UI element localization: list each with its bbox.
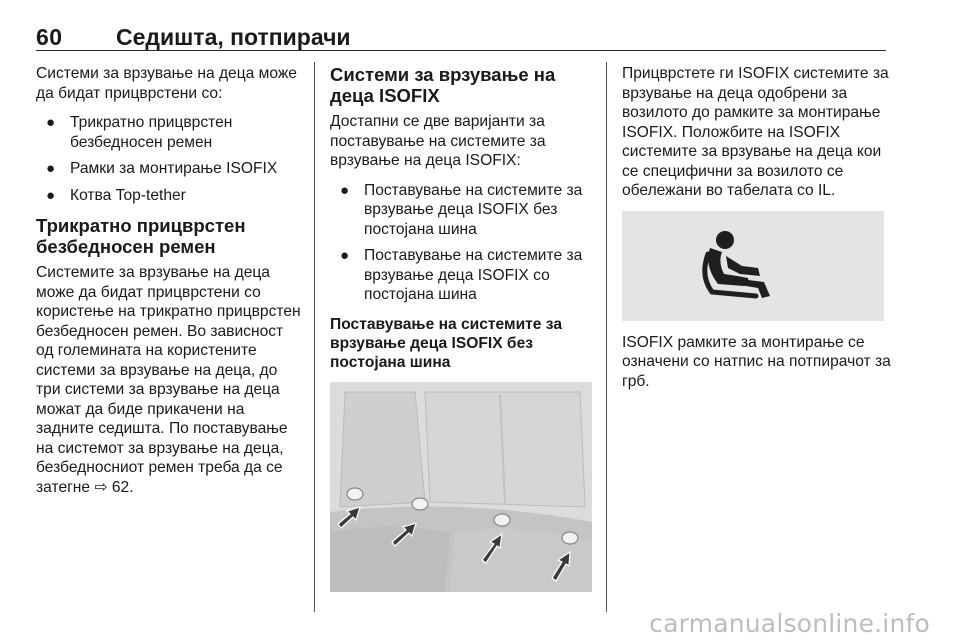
chapter-title: Седишта, потпирачи (116, 24, 351, 50)
body-text: Системите за врзување на деца може да бидат прицврстени со користење на трикратно прицврстен безбедносен ремен. Во зависност од големината на користените системи за врзување на деца, до три системи за врзување на деца можат да биде прикачени на задните седишта. По поставување на системот за врзување на деца, безбедносниот ремен треба да се затегне ⇨ 62. (36, 264, 301, 496)
page-reference-icon: ⇨ (94, 478, 108, 496)
column-divider (606, 62, 607, 612)
section-heading: Системи за врзување на деца ISOFIX (330, 64, 556, 106)
column-3 (622, 64, 892, 401)
intro-text: Достапни се две варијанти за поставување на системите за врзување на деца ISOFIX: (330, 113, 546, 169)
child-seat-icon (698, 226, 808, 306)
body-text: ISOFIX рамките за монтирање се означени со натпис на потпирачот за грб. (622, 333, 891, 390)
bullet-icon: ● (46, 160, 56, 177)
bullet-icon: ● (340, 247, 350, 264)
list-item: ● Рамки за монтирање ISOFIX (46, 160, 278, 177)
column-1 (36, 64, 304, 507)
bullet-icon: ● (340, 181, 350, 199)
bullet-icon: ● (46, 186, 56, 204)
page-reference-link[interactable]: 62. (111, 478, 134, 496)
body-text: Прицврстете ги ISOFIX системите за врзување на деца одобрени за возилото до рамките за монтирање ISOFIX. Положбите на ISOFIX системите за врзување на деца кои се специфични за возилото се обележани во табелата со IL. (622, 65, 889, 199)
bullet-icon: ● (46, 114, 56, 131)
page-number: 60 (36, 24, 63, 50)
rear-seat-illustration (330, 382, 592, 592)
list-item: ● Трикратно прицврстен безбедносен ремен (46, 114, 233, 151)
column-2 (330, 64, 592, 592)
list-item: ● Поставување на системите за врзување деца ISOFIX со постојана шина (340, 247, 583, 303)
watermark: carmanualsonline.info (649, 609, 930, 638)
section-heading: Трикратно прицврстен безбедносен ремен (36, 215, 246, 257)
attachment-list (36, 113, 304, 205)
list-item: ● Котва Top-tether (46, 186, 186, 204)
intro-text: Системи за врзување на деца може да бидат прицврстени со: (36, 65, 297, 102)
list-item: ● Поставување на системите за врзување деца ISOFIX без постојана шина (340, 181, 583, 238)
page-header (36, 18, 886, 51)
column-divider (314, 62, 315, 612)
isofix-label-illustration (622, 211, 884, 321)
subheading: Поставување на системите за врзување деца ISOFIX без постојана шина (330, 315, 563, 371)
variant-list (330, 181, 592, 305)
